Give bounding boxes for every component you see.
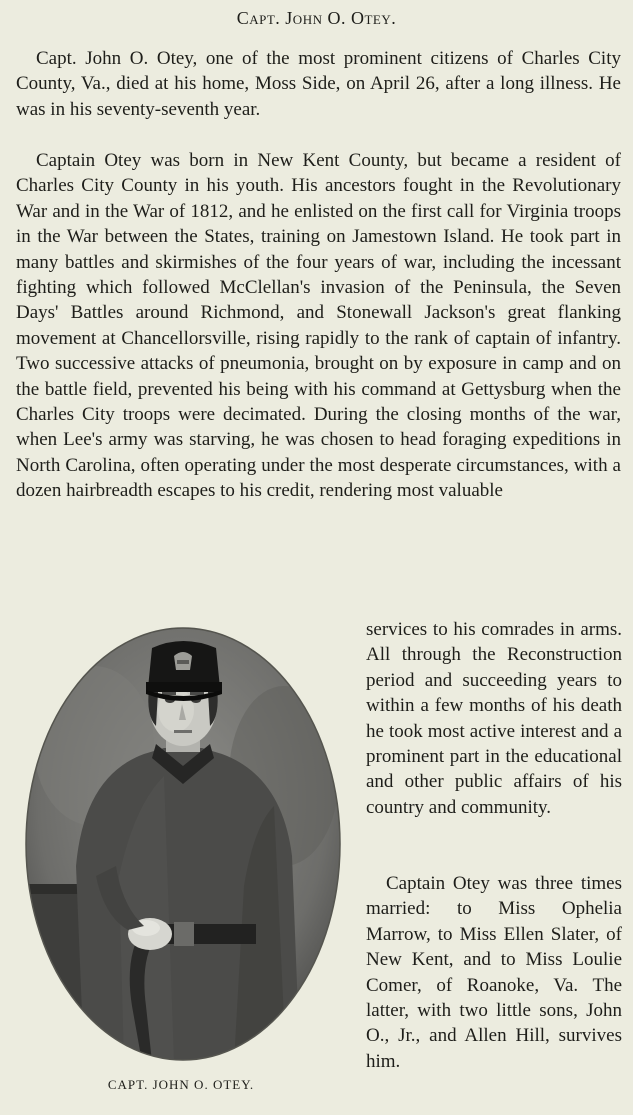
paragraph-intro: Capt. John O. Otey, one of the most prominent citizens of Charles City County, Va., died at his home, Moss Side, on April 26, after a long illness. He was in his seventy-seventh year. [16,48,621,120]
article-title: Capt. John O. Otey. [236,8,397,28]
paragraph-biography-continued: services to his comrades in arms. All through the Reconstruction period and succeeding years to within a few months of his death he took most active interest and a prominent part in the educational and other public affairs of his country and community. [366,619,622,818]
portrait-photo [24,626,342,1062]
paragraph-biography: Captain Otey was born in New Kent County, but became a resident of Charles City County in his youth. His ancestors fought in the Revolutionary War and in the War of 1812, and he enlisted on the first call for Virginia troops in the War between the States, training on Jamestown Island. He took part in many battles and skirmishes of the four years of war, including the incessant fighting which followed McClellan's invasion of the Peninsula, the Seven Days' Battles around Richmond, and Stonewall Jackson's great flanking movement at Chancellorsville, rising rapidly to the rank of captain of infantry. Two successive attacks of pneumonia, brought on by exposure in camp and on the battle field, prevented his being with his command at Gettysburg when the Charles City troops were decimated. During the closing months of the war, when Lee's army was starving, he was chosen to head foraging expeditions in North Carolina, often operating under the most desperate circumstances, with a dozen hairbreadth escapes to his credit, rendering most valuable [16,150,621,502]
portrait-caption: CAPT. JOHN O. OTEY. [107,1077,255,1092]
paragraph-family: Captain Otey was three times married: to Miss Ophelia Marrow, to Miss Ellen Slater, of New Kent, and to Miss Loulie Comer, of Roanoke, Va. The latter, with two little sons, John O., Jr., and Allen Hill, survives him. [366,873,622,1072]
